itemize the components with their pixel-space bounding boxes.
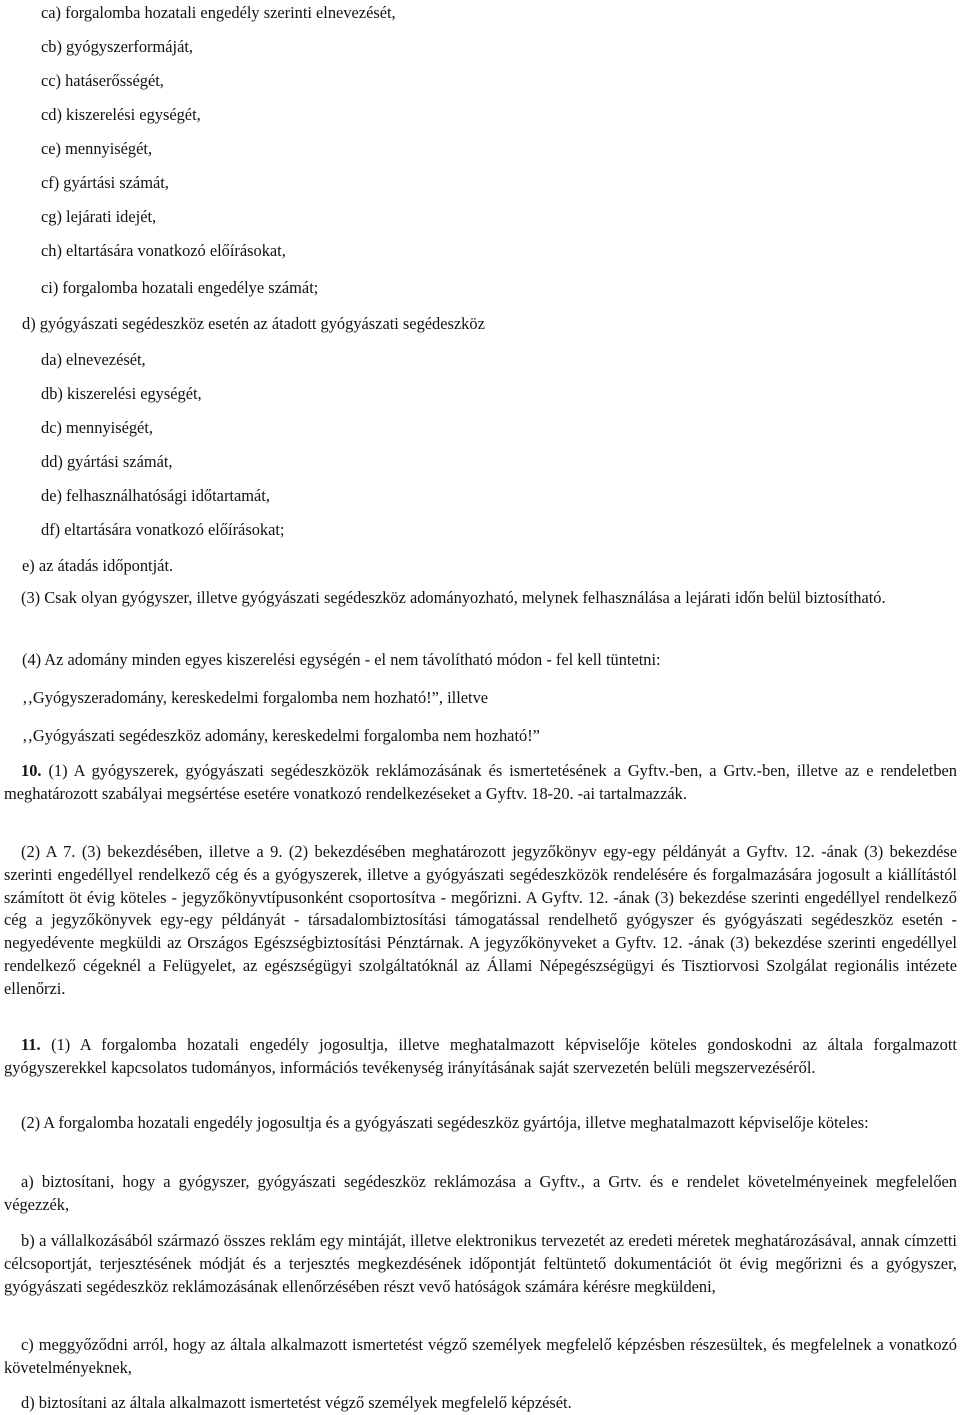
- paragraph-3: (3) Csak olyan gyógyszer, illetve gyógyászati segédeszköz adományozható, melynek felhasználása a lejárati időn belül biztosítható.: [21, 588, 886, 607]
- list-item: ci) forgalomba hozatali engedélye számát;: [41, 278, 319, 297]
- list-item: ch) eltartására vonatkozó előírásokat,: [41, 241, 286, 260]
- paragraph-4: (4) Az adomány minden egyes kiszerelési egységén - el nem távolítható módon - fel kell tüntetni:: [22, 650, 661, 669]
- list-item: df) eltartására vonatkozó előírásokat;: [41, 520, 285, 539]
- section-11-item-c: c) meggyőződni arról, hogy az általa alkalmazott ismertetést végző személyek megfelelő képzésben részesültek, és megfelelnek a vonatkozó követelményeknek,: [4, 1335, 957, 1377]
- list-item: cc) hatáserősségét,: [41, 71, 164, 90]
- section-10-paragraph-1: 10. (1) A gyógyszerek, gyógyászati segédeszközök reklámozásának és ismertetésének a Gyftv.-ben, a Grtv.-ben, illetve az e rendeletben meghatározott szabályai megsértése esetére vonatkozó rendelkezéseket a Gyftv. 18-20. -ai tartalmazzák.: [4, 761, 957, 803]
- list-item: cb) gyógyszerformáját,: [41, 37, 194, 56]
- list-item: dd) gyártási számát,: [41, 452, 173, 471]
- quote-gyogyszeradomany: ‚‚Gyógyszeradomány, kereskedelmi forgalomba nem hozható!”, illetve: [22, 688, 489, 707]
- section-10-paragraph-2: (2) A 7. (3) bekezdésében, illetve a 9. (2) bekezdésében meghatározott jegyzőkönyv egy-egy példányát a Gyftv. 12. -ának (3) bekezdése szerinti engedéllyel rendelkező cég és a gyógyszerek, illetve a gyógyászati segédeszközök rendelésére és forgalmazására jogosult a kiállítástól számított öt évig köteles - jegyzőkönyvtípusonként csoportosítva - megőrizni. A Gyftv. 12. -ának (3) bekezdése szerinti engedéllyel rendelkező cég a jegyzőkönyvek egy-egy példányát - társadalombiztosítási támogatással rendelhető gyógyszer és gyógyászati segédeszköz esetén - negyedévente megküldi az Országos Egészségbiztosítási Pénztárnak. A jegyzőkönyveket a Gyftv. 12. -ának (3) bekezdése szerinti engedéllyel rendelkező cégeknél a Felügyelet, az egészségügyi szolgáltatóknál az Állami Népegészségügyi és Tisztiorvosi Szolgálat regionális intézete ellenőrzi.: [4, 842, 957, 998]
- section-11-item-a: a) biztosítani, hogy a gyógyszer, gyógyászati segédeszköz reklámozása a Gyftv., a Grtv. és e rendelet követelményeinek megfelelően végezzék,: [4, 1172, 957, 1214]
- list-item: ca) forgalomba hozatali engedély szerinti elnevezését,: [41, 3, 396, 22]
- section-11-item-b: b) a vállalkozásából származó összes reklám egy mintáját, illetve elektronikus tervezetét az eredeti méretek meghatározásával, annak címzetti célcsoportját, terjesztésének módját és a terjesztés megkezdésének időpontját feltüntető dokumentációt öt évig megőrizni és a gyógyszer, gyógyászati segédeszköz reklámozásának ellenőrzésében részt vevő hatóságok számára kérésre megküldeni,: [4, 1231, 957, 1296]
- section-10-number: 10.: [21, 761, 49, 780]
- section-11-paragraph-2: (2) A forgalomba hozatali engedély jogosultja és a gyógyászati segédeszköz gyártója, illetve meghatalmazott képviselője köteles:: [21, 1113, 869, 1132]
- section-11-number: 11.: [21, 1035, 52, 1054]
- list-item: ce) mennyiségét,: [41, 139, 153, 158]
- list-item: cg) lejárati idejét,: [41, 207, 157, 226]
- quote-gyse-adomany: ‚‚Gyógyászati segédeszköz adomány, kereskedelmi forgalomba nem hozható!”: [22, 726, 540, 745]
- list-item: dc) mennyiségét,: [41, 418, 153, 437]
- section-11-item-d: d) biztosítani az általa alkalmazott ismertetést végző személyek megfelelő képzését.: [21, 1393, 572, 1412]
- list-item: da) elnevezését,: [41, 350, 146, 369]
- list-item: de) felhasználhatósági időtartamát,: [41, 486, 270, 505]
- section-11-paragraph-1: 11. (1) A forgalomba hozatali engedély jogosultja, illetve meghatalmazott képviselője köteles gondoskodni az általa forgalmazott gyógyszerekkel kapcsolatos tudományos, információs tevékenység irányításának saját szervezetén belüli megszervezéséről.: [4, 1035, 957, 1077]
- item-e: e) az átadás időpontját.: [22, 556, 174, 575]
- list-item: cd) kiszerelési egységét,: [41, 105, 201, 124]
- list-item: cf) gyártási számát,: [41, 173, 169, 192]
- item-d: d) gyógyászati segédeszköz esetén az átadott gyógyászati segédeszköz: [22, 314, 485, 333]
- list-item: db) kiszerelési egységét,: [41, 384, 202, 403]
